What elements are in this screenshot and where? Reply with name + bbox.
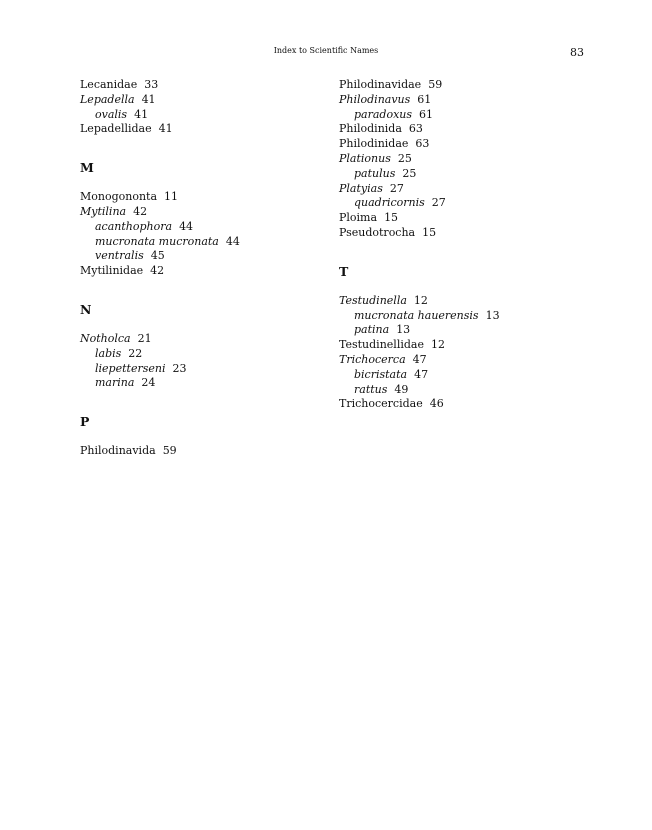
- index-entry: [339, 93, 579, 108]
- section-letter-heading: N: [80, 301, 92, 317]
- entry-page-number: 13: [485, 308, 500, 322]
- entry-name: Plationus: [339, 151, 391, 165]
- entry-page-number: 12: [413, 293, 428, 307]
- entry-page-number: 25: [402, 166, 417, 180]
- entry-name: Platyias: [339, 181, 383, 195]
- entry-name: Testudinella: [339, 293, 407, 307]
- entry-page-number: 42: [133, 204, 148, 218]
- entry-page-number: 61: [419, 107, 434, 121]
- index-entry: [80, 122, 320, 137]
- entry-page-number: 21: [137, 331, 152, 345]
- index-entry: [80, 264, 320, 279]
- entry-page-number: 12: [430, 338, 445, 352]
- entry-page-number: 27: [431, 196, 446, 210]
- index-subentry: [339, 383, 579, 398]
- entry-name: bicristata: [354, 367, 408, 381]
- entry-page-number: 44: [179, 219, 194, 233]
- entry-page-number: 15: [384, 211, 399, 225]
- running-head-title: Index to Scientific Names: [273, 46, 379, 55]
- entry-page-number: 44: [225, 234, 240, 248]
- entry-name: Ploima: [339, 211, 378, 225]
- index-entry: [339, 137, 579, 152]
- index-entry: [339, 122, 579, 137]
- entry-name: labis: [95, 346, 122, 360]
- index-subentry: [339, 108, 579, 123]
- entry-page-number: 27: [389, 181, 404, 195]
- entry-name: Trichocercidae: [339, 397, 423, 411]
- entry-page-number: 41: [158, 122, 173, 136]
- entry-name: acanthophora: [95, 219, 173, 233]
- index-subentry: [339, 167, 579, 182]
- entry-name: marina: [95, 376, 135, 390]
- index-subentry: [80, 362, 320, 377]
- entry-name: patulus: [354, 166, 396, 180]
- entry-page-number: 59: [162, 444, 177, 458]
- index-subentry: [80, 347, 320, 362]
- index-entry: [339, 78, 579, 93]
- entry-name: ventralis: [95, 249, 144, 263]
- entry-page-number: 42: [150, 264, 165, 278]
- entry-name: paradoxus: [354, 107, 413, 121]
- entry-name: Lepadellidae: [80, 122, 152, 136]
- entry-name: Philodinida: [339, 122, 402, 136]
- index-subentry: [339, 309, 579, 324]
- entry-page-number: 11: [164, 190, 179, 204]
- entry-page-number: 47: [414, 367, 429, 381]
- section-letter-heading: M: [80, 160, 94, 176]
- entry-page-number: 47: [412, 352, 427, 366]
- entry-page-number: 24: [141, 376, 156, 390]
- entry-name: quadricornis: [354, 196, 425, 210]
- entry-page-number: 15: [422, 225, 437, 239]
- entry-name: Philodinavus: [339, 92, 411, 106]
- index-entry: [80, 444, 320, 459]
- index-entry: [339, 338, 579, 353]
- index-subentry: [339, 323, 579, 338]
- index-entry: [339, 294, 579, 309]
- entry-page-number: 22: [128, 346, 143, 360]
- entry-name: Pseudotrocha: [339, 225, 416, 239]
- index-subentry: [80, 249, 320, 264]
- index-entry: [339, 182, 579, 197]
- entry-name: Trichocerca: [339, 352, 406, 366]
- index-entry: [339, 353, 579, 368]
- index-entry: [339, 397, 579, 412]
- index-entry: [80, 332, 320, 347]
- index-entry: [339, 226, 579, 241]
- index-subentry: [80, 376, 320, 391]
- entry-page-number: 59: [428, 78, 443, 91]
- entry-name: patina: [354, 323, 390, 337]
- page-number: 83: [570, 46, 584, 59]
- index-subentry: [80, 108, 320, 123]
- entry-name: rattus: [354, 382, 388, 396]
- entry-page-number: 25: [397, 151, 412, 165]
- entry-name: Mytilinidae: [80, 264, 144, 278]
- index-subentry: [80, 220, 320, 235]
- entry-name: Mytilina: [80, 204, 127, 218]
- entry-name: ovalis: [95, 107, 128, 121]
- entry-page-number: 63: [415, 137, 430, 151]
- index-entry: [80, 78, 320, 93]
- entry-name: mucronata hauerensis: [354, 308, 479, 322]
- index-entry: [80, 205, 320, 220]
- entry-name: Philodinavida: [80, 444, 156, 458]
- entry-page-number: 45: [150, 249, 165, 263]
- entry-page-number: 49: [394, 382, 409, 396]
- index-subentry: [339, 368, 579, 383]
- section-letter-heading: P: [80, 414, 90, 430]
- entry-page-number: 41: [141, 92, 156, 106]
- entry-name: Philodinidae: [339, 137, 409, 151]
- entry-page-number: 61: [417, 92, 432, 106]
- entry-page-number: 23: [172, 361, 187, 375]
- index-subentry: [339, 196, 579, 211]
- index-entry: [80, 93, 320, 108]
- entry-name: liepetterseni: [95, 361, 166, 375]
- index-entry: [339, 152, 579, 167]
- entry-page-number: 33: [144, 78, 159, 91]
- entry-page-number: 13: [396, 323, 411, 337]
- section-letter-heading: T: [339, 263, 349, 279]
- entry-name: Philodinavidae: [339, 78, 422, 91]
- index-subentry: [80, 235, 320, 250]
- entry-page-number: 63: [408, 122, 423, 136]
- index-column-left: [80, 78, 320, 459]
- entry-name: mucronata mucronata: [95, 234, 219, 248]
- index-entry: [339, 211, 579, 226]
- entry-page-number: 41: [134, 107, 149, 121]
- entry-name: Notholca: [80, 331, 131, 345]
- entry-name: Lecanidae: [80, 78, 138, 91]
- entry-name: Testudinellidae: [339, 338, 424, 352]
- entry-name: Monogononta: [80, 190, 158, 204]
- entry-name: Lepadella: [80, 92, 135, 106]
- index-column-right: [339, 78, 579, 412]
- entry-page-number: 46: [429, 397, 444, 411]
- index-entry: [80, 190, 320, 205]
